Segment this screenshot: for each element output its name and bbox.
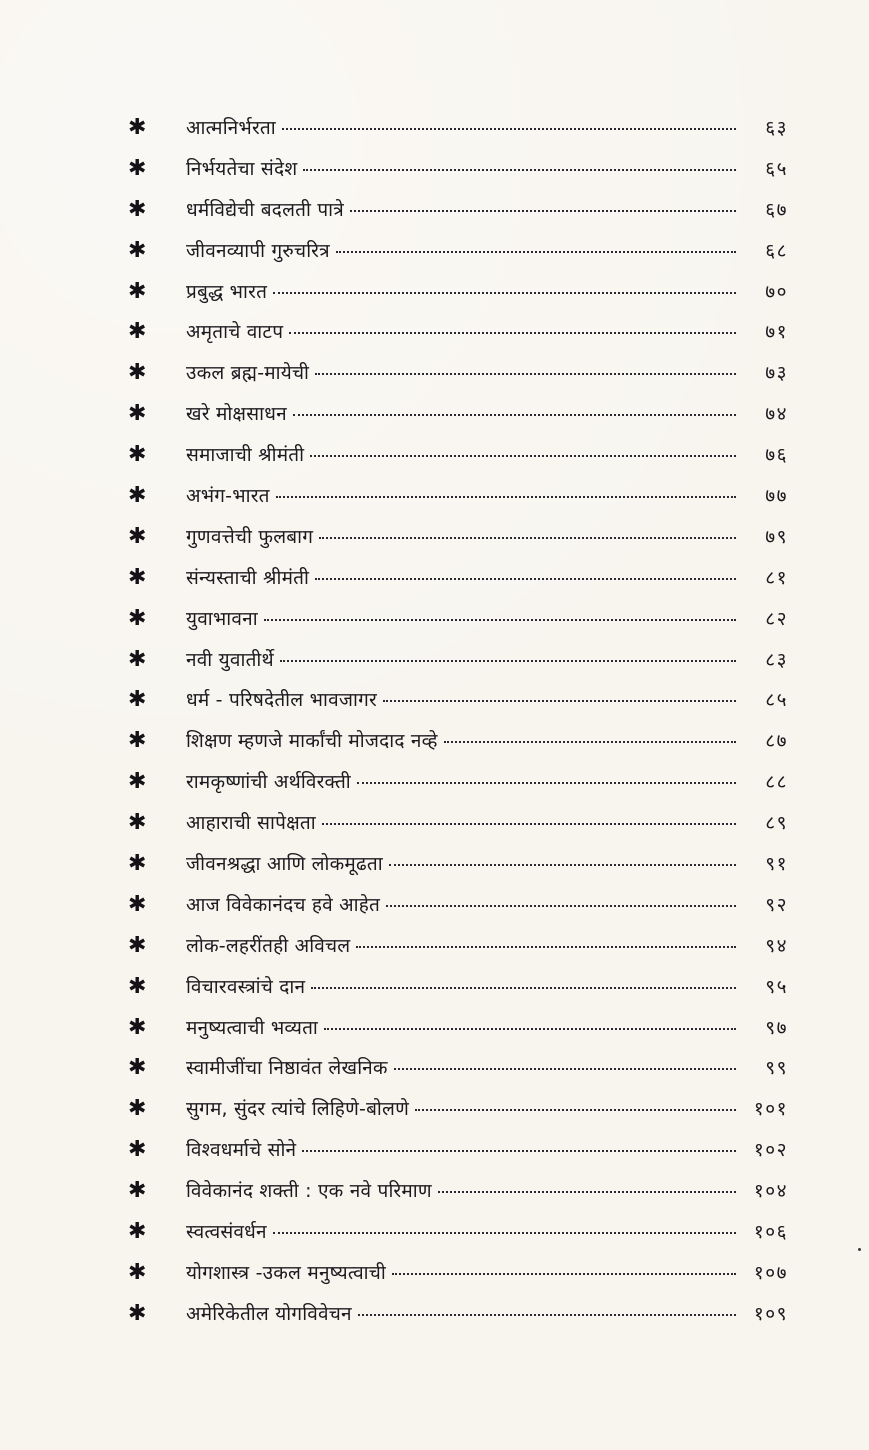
asterisk-bullet-icon: ✱ — [128, 360, 147, 386]
toc-entry — [128, 558, 788, 599]
page-number: ६७ — [765, 198, 788, 221]
asterisk-bullet-icon: ✱ — [128, 564, 147, 590]
toc-entry — [128, 926, 788, 967]
page-number: ६८ — [765, 239, 788, 262]
chapter-title: प्रबुद्ध भारत — [186, 280, 268, 303]
chapter-title: धर्मविद्येची बदलती पात्रे — [186, 198, 344, 221]
chapter-title: जीवनश्रद्धा आणि लोकमूढता — [186, 853, 383, 876]
asterisk-bullet-icon: ✱ — [128, 973, 147, 999]
asterisk-bullet-icon: ✱ — [128, 1178, 147, 1204]
toc-entry — [128, 312, 788, 353]
chapter-title: विवेकानंद शक्ती : एक नवे परिमाण — [186, 1180, 432, 1203]
page-number: ९४ — [765, 934, 788, 957]
page-number: ६५ — [765, 157, 788, 180]
chapter-title: स्वामीजींचा निष्ठावंत लेखनिक — [186, 1057, 388, 1080]
asterisk-bullet-icon: ✱ — [128, 932, 147, 958]
chapter-title: आज विवेकानंदच हवे आहेत — [186, 893, 381, 916]
toc-entry — [128, 1089, 788, 1130]
toc-entry — [128, 272, 788, 313]
dot-leader — [389, 863, 736, 866]
asterisk-bullet-icon: ✱ — [128, 523, 147, 549]
dot-leader — [358, 1313, 736, 1316]
asterisk-bullet-icon: ✱ — [128, 728, 147, 754]
chapter-title: लोक-लहरींतही अविचल — [186, 934, 351, 957]
toc-entry — [128, 231, 788, 272]
chapter-title: खरे मोक्षसाधन — [186, 403, 287, 426]
dot-leader — [324, 1027, 736, 1030]
asterisk-bullet-icon: ✱ — [128, 155, 147, 181]
asterisk-bullet-icon: ✱ — [128, 851, 147, 877]
asterisk-bullet-icon: ✱ — [128, 196, 147, 222]
page-number: ८३ — [765, 648, 788, 671]
asterisk-bullet-icon: ✱ — [128, 687, 147, 713]
page-number: १०१ — [753, 1098, 788, 1121]
dot-leader — [282, 127, 736, 130]
toc-entry — [128, 1212, 788, 1253]
page-number: ९५ — [765, 975, 788, 998]
chapter-title: शिक्षण म्हणजे मार्कांची मोजदाद नव्हे — [186, 730, 438, 753]
page-number: ७३ — [765, 362, 788, 385]
chapter-title: धर्म - परिषदेतील भावजागर — [186, 689, 377, 712]
toc-entry — [128, 149, 788, 190]
toc-entry — [128, 353, 788, 394]
chapter-title: युवाभावना — [186, 607, 258, 630]
dot-leader — [264, 618, 736, 621]
toc-entry — [128, 476, 788, 517]
asterisk-bullet-icon: ✱ — [128, 115, 147, 140]
chapter-title: जीवनव्यापी गुरुचरित्र — [186, 239, 330, 262]
toc-entry — [128, 599, 788, 640]
chapter-title: समाजाची श्रीमंती — [186, 444, 305, 467]
dot-leader — [386, 904, 736, 907]
page-number: ६३ — [765, 117, 788, 139]
asterisk-bullet-icon: ✱ — [128, 1014, 147, 1040]
chapter-title: अमेरिकेतील योगविवेचन — [186, 1302, 352, 1325]
asterisk-bullet-icon: ✱ — [128, 278, 147, 304]
asterisk-bullet-icon: ✱ — [128, 1259, 147, 1285]
chapter-title: नवी युवातीर्थे — [186, 648, 274, 671]
dot-leader — [319, 536, 736, 539]
toc-entry — [128, 844, 788, 885]
asterisk-bullet-icon: ✱ — [128, 442, 147, 468]
toc-entry — [128, 640, 788, 681]
asterisk-bullet-icon: ✱ — [128, 810, 147, 836]
asterisk-bullet-icon: ✱ — [128, 891, 147, 917]
toc-entry — [128, 1294, 788, 1335]
dot-leader — [311, 986, 736, 989]
dot-leader — [273, 291, 736, 294]
page-number: ७४ — [765, 403, 788, 426]
chapter-title: स्वत्वसंवर्धन — [186, 1221, 267, 1244]
chapter-title: आत्मनिर्भरता — [186, 117, 276, 139]
dot-leader — [289, 331, 736, 334]
dot-leader — [303, 168, 736, 171]
dot-leader — [302, 1149, 736, 1152]
dot-leader — [322, 822, 736, 825]
dot-leader — [273, 1231, 736, 1234]
page-number: ७६ — [765, 444, 788, 467]
dot-leader — [444, 740, 736, 743]
asterisk-bullet-icon: ✱ — [128, 605, 147, 631]
page-number: ८७ — [765, 730, 788, 753]
dot-leader — [357, 781, 736, 784]
table-of-contents — [128, 108, 788, 1335]
toc-entry — [128, 1253, 788, 1294]
asterisk-bullet-icon: ✱ — [128, 1300, 147, 1326]
page-number: ८१ — [765, 566, 788, 589]
toc-entry — [128, 517, 788, 558]
page-number: ९२ — [765, 893, 788, 916]
ink-speck — [858, 1248, 861, 1251]
page-number: १०९ — [753, 1302, 788, 1325]
dot-leader — [356, 945, 736, 948]
asterisk-bullet-icon: ✱ — [128, 1137, 147, 1163]
chapter-title: योगशास्त्र -उकल मनुष्यत्वाची — [186, 1261, 386, 1284]
page-number: ८५ — [765, 689, 788, 712]
toc-entry — [128, 190, 788, 231]
toc-entry — [128, 108, 788, 149]
toc-entry — [128, 803, 788, 844]
page-number: ९१ — [765, 853, 788, 876]
dot-leader — [438, 1190, 736, 1193]
toc-entry — [128, 885, 788, 926]
asterisk-bullet-icon: ✱ — [128, 1219, 147, 1245]
chapter-title: निर्भयतेचा संदेश — [186, 157, 298, 180]
chapter-title: गुणवत्तेची फुलबाग — [186, 525, 314, 548]
chapter-title: विश्वधर्माचे सोने — [186, 1139, 297, 1162]
chapter-title: रामकृष्णांची अर्थविरक्ती — [186, 771, 351, 794]
asterisk-bullet-icon: ✱ — [128, 646, 147, 672]
page-number: ७१ — [765, 321, 788, 344]
dot-leader — [336, 250, 736, 253]
toc-entry — [128, 394, 788, 435]
dot-leader — [280, 659, 736, 662]
page-number: ७७ — [765, 485, 788, 508]
toc-entry — [128, 1048, 788, 1089]
asterisk-bullet-icon: ✱ — [128, 769, 147, 795]
page-number: १०७ — [753, 1261, 788, 1284]
asterisk-bullet-icon: ✱ — [128, 1055, 147, 1081]
chapter-title: आहाराची सापेक्षता — [186, 812, 316, 835]
dot-leader — [310, 454, 736, 457]
chapter-title: संन्यस्ताची श्रीमंती — [186, 566, 310, 589]
dot-leader — [415, 1108, 736, 1111]
chapter-title: विचारवस्त्रांचे दान — [186, 975, 306, 998]
toc-entry — [128, 1130, 788, 1171]
asterisk-bullet-icon: ✱ — [128, 1096, 147, 1122]
dot-leader — [383, 699, 736, 702]
dot-leader — [315, 577, 736, 580]
chapter-title: अमृताचे वाटप — [186, 321, 284, 344]
dot-leader — [392, 1272, 736, 1275]
page-number: १०६ — [753, 1221, 788, 1244]
page-number: ९७ — [765, 1016, 788, 1039]
dot-leader — [394, 1067, 736, 1070]
asterisk-bullet-icon: ✱ — [128, 237, 147, 263]
page-number: ७९ — [765, 525, 788, 548]
asterisk-bullet-icon: ✱ — [128, 401, 147, 427]
dot-leader — [293, 413, 736, 416]
page-number: १०४ — [753, 1180, 788, 1203]
toc-entry — [128, 762, 788, 803]
toc-entry — [128, 435, 788, 476]
dot-leader — [276, 495, 736, 498]
page-number: ८२ — [765, 607, 788, 630]
chapter-title: सुगम, सुंदर त्यांचे लिहिणे-बोलणे — [186, 1098, 410, 1121]
chapter-title: मनुष्यत्वाची भव्यता — [186, 1016, 319, 1039]
toc-entry — [128, 967, 788, 1008]
page-number: ८८ — [765, 771, 788, 794]
toc-entry — [128, 680, 788, 721]
page-number: ८९ — [765, 812, 788, 835]
toc-entry — [128, 721, 788, 762]
page-number: १०२ — [753, 1139, 788, 1162]
page-number: ९९ — [765, 1057, 788, 1080]
asterisk-bullet-icon: ✱ — [128, 483, 147, 509]
page-number: ७० — [765, 280, 788, 303]
dot-leader — [315, 372, 736, 375]
toc-entry — [128, 1008, 788, 1049]
chapter-title: अभंग-भारत — [186, 485, 270, 508]
asterisk-bullet-icon: ✱ — [128, 319, 147, 345]
chapter-title: उकल ब्रह्म-मायेची — [186, 362, 310, 385]
dot-leader — [350, 209, 736, 212]
toc-entry — [128, 1171, 788, 1212]
